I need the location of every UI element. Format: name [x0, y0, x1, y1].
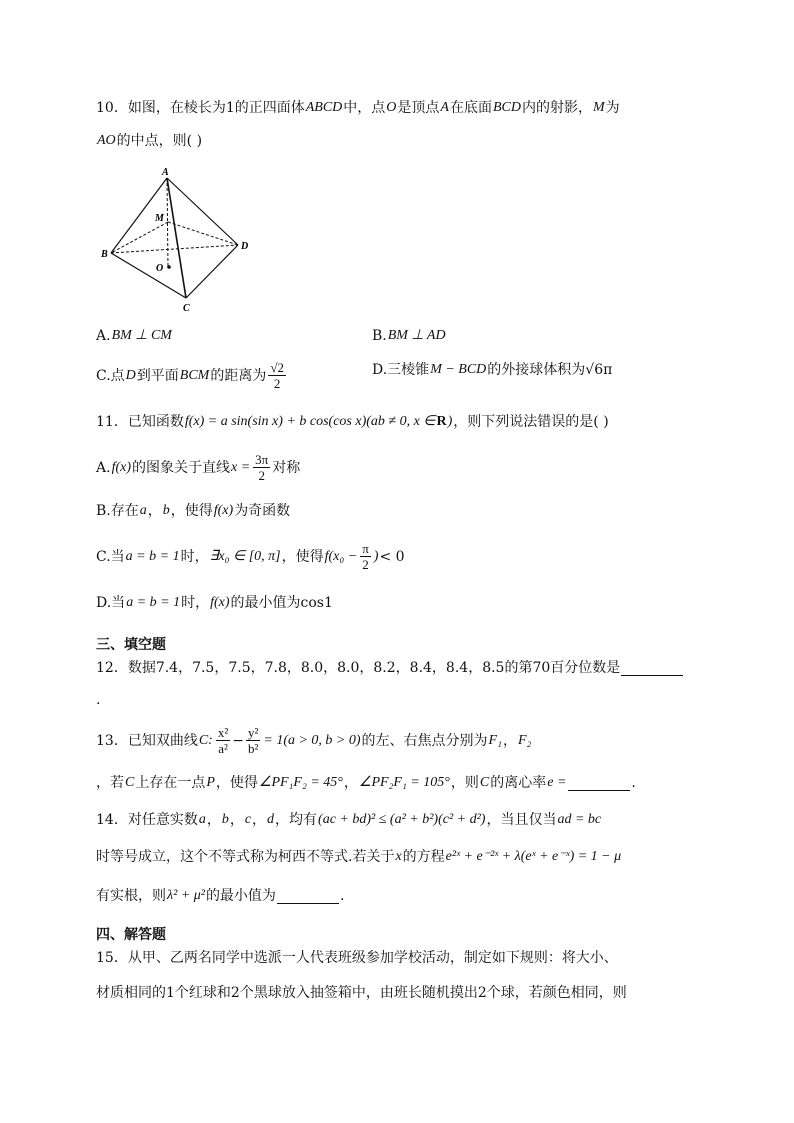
math-expression: A: [440, 100, 449, 115]
fraction: [253, 452, 270, 483]
math-expression: AO: [97, 133, 116, 148]
text: 时，: [180, 548, 209, 565]
text: C.点: [96, 367, 125, 384]
edge-BD: [111, 245, 238, 253]
text: −: [232, 732, 244, 749]
answer-blank: [568, 776, 630, 791]
fraction-denominator: 2: [258, 468, 265, 483]
fraction: [216, 725, 230, 756]
text: ，使得: [215, 775, 258, 791]
math-expression: a = b = 1: [126, 595, 181, 610]
text: ，: [206, 812, 221, 828]
text: 的离心率: [490, 775, 547, 791]
math-expression: ad = bc: [557, 812, 602, 827]
math-expression: D: [125, 367, 136, 383]
text-line: [96, 725, 532, 756]
math-expression: BCM: [179, 367, 210, 383]
text: 时，: [181, 595, 210, 611]
math-expression: ABCD: [305, 100, 343, 115]
text: 13．已知双曲线: [96, 732, 198, 749]
text-line: [96, 593, 333, 613]
text-line: [96, 541, 405, 572]
text: ，: [147, 503, 162, 519]
text: 四、解答题: [96, 927, 166, 943]
text: 10．如图，在棱长为1的正四面体: [96, 100, 305, 116]
fraction-numerator: y²: [247, 725, 259, 740]
fraction: [268, 360, 286, 391]
fraction-numerator: √2: [270, 360, 284, 375]
text: 内的射影，: [521, 100, 592, 116]
text: cos1: [300, 595, 333, 611]
math-expression: F₁: [488, 732, 502, 748]
text: ，: [252, 812, 267, 828]
text: 的外接球体积为: [487, 362, 586, 378]
math-expression: O: [386, 100, 397, 115]
section-heading: [96, 635, 166, 655]
math-expression: e²ˣ + e⁻²ˣ + λ(eˣ + e⁻ˣ) = 1 − μ: [445, 849, 622, 864]
edge-BC: [111, 253, 186, 298]
math-expression: f(x): [111, 459, 131, 475]
text-line: [96, 360, 288, 391]
text: 中，点: [343, 100, 386, 116]
label-M: M: [155, 213, 164, 224]
math-expression: a: [139, 503, 147, 518]
fraction: [246, 725, 260, 756]
fraction-numerator: 3π: [255, 452, 269, 467]
math-expression: ∠PF₁F₂ = 45°: [258, 775, 343, 790]
text: D.当: [96, 595, 126, 611]
edge-CD: [186, 245, 238, 298]
label-B: B: [101, 249, 108, 260]
text: 的中点，则( ): [116, 133, 203, 149]
text: .: [96, 692, 101, 708]
tetrahedron-figure: [90, 160, 260, 320]
math-expression: c: [244, 812, 252, 827]
text: 的左、右焦点分别为: [361, 732, 488, 749]
text-line: [96, 847, 622, 867]
text: A.: [96, 328, 111, 344]
math-expression: P: [206, 775, 215, 790]
text: ，当且仅当: [486, 812, 557, 828]
math-expression: C:: [198, 732, 213, 748]
math-expression: F₂: [517, 732, 532, 748]
math-expression: BM ⊥ CM: [111, 328, 172, 343]
text-line: [96, 810, 602, 830]
text: ，: [229, 812, 244, 828]
math-expression: ): [373, 548, 379, 564]
math-expression: f(x₀ −: [324, 548, 358, 564]
text: 的图象关于直线: [132, 459, 230, 476]
text-line: [96, 658, 684, 678]
fraction-denominator: 2: [362, 557, 369, 572]
text: ，若: [96, 775, 124, 791]
text: 12．数据7.4，7.5，7.5，7.8，8.0，8.0，8.2，8.4，8.4，8.5的第70百分位数是: [96, 660, 621, 676]
text: 在底面: [449, 100, 492, 116]
math-expression: = 1(a > 0, b > 0): [263, 732, 361, 748]
math-expression: x =: [231, 459, 251, 475]
text: ，均有: [275, 812, 318, 828]
text-line: [96, 326, 173, 346]
text-line: [96, 452, 300, 483]
text: 到平面: [136, 367, 179, 384]
text: 为: [605, 100, 620, 116]
math-expression: e =: [547, 775, 567, 790]
math-expression: d: [267, 812, 275, 827]
text-line: [96, 98, 620, 118]
math-expression: BCD: [492, 100, 521, 115]
segment-MB: [111, 222, 168, 253]
math-expression: (ac + bd)² ≤ (a² + b²)(c² + d²): [318, 812, 486, 827]
text: 上存在一点: [135, 775, 206, 791]
text: 三、填空题: [96, 637, 166, 653]
math-expression: a = b = 1: [125, 548, 180, 564]
text: D.三棱锥: [372, 362, 430, 378]
math-expression: f(x): [213, 503, 234, 518]
math-expression: b: [221, 812, 229, 827]
math-expression: b: [162, 503, 170, 518]
text: 11．已知函数: [96, 414, 184, 430]
text: ，: [343, 775, 358, 791]
answer-blank: [621, 661, 683, 676]
text: ，使得: [170, 503, 213, 519]
text: 有实根，则: [96, 888, 166, 904]
answer-blank: [277, 889, 339, 904]
math-expression: M − BCD: [430, 362, 487, 377]
fraction: [360, 541, 371, 572]
text: 为奇函数: [234, 503, 291, 519]
segment-MD: [168, 222, 238, 245]
math-expression: f(x): [210, 595, 230, 610]
math-expression: C: [479, 775, 490, 790]
text: .: [631, 775, 636, 791]
math-expression: ∠PF₂F₁ = 105°: [358, 775, 450, 790]
section-heading: [96, 925, 166, 945]
edge-AD: [167, 178, 238, 245]
text: 的方程: [402, 849, 445, 865]
math-expression: x: [395, 849, 402, 864]
text: 是顶点: [397, 100, 440, 116]
point-O: [167, 265, 171, 269]
math-expression: a: [198, 812, 206, 827]
text: 材质相同的1个红球和2个黑球放入抽签箱中，由班长随机摸出2个球，若颜色相同，则: [96, 985, 627, 1001]
text: ，则: [450, 775, 479, 791]
math-expression: λ² + μ²: [167, 888, 205, 903]
fraction-denominator: a²: [218, 741, 228, 756]
text-line: [372, 326, 447, 346]
text-line: [96, 773, 636, 793]
text: < 0: [379, 548, 405, 565]
fraction-numerator: x²: [217, 725, 229, 740]
label-O: O: [156, 263, 164, 274]
text: B.: [372, 328, 387, 344]
math-expression: M: [592, 100, 605, 115]
math-symbol: R: [436, 414, 447, 429]
text-line: [96, 412, 609, 432]
text: ，: [502, 732, 517, 749]
label-A: A: [162, 167, 169, 178]
fraction-denominator: b²: [247, 741, 259, 756]
fraction-numerator: π: [362, 541, 369, 556]
math-expression: f(x) = a sin(sin x) + b cos(cos x)(ab ≠ 0, x ∈: [184, 414, 436, 429]
text: 的最小值为: [205, 888, 276, 904]
text-line: [96, 948, 618, 968]
math-expression: ∃x₀ ∈ [0, π]: [209, 548, 281, 564]
text-line: [96, 690, 100, 710]
text-line: [96, 131, 202, 151]
text: 对称: [272, 459, 301, 476]
text-line: [372, 360, 612, 380]
text: B.存在: [96, 503, 139, 519]
text: 15．从甲、乙两名同学中选派一人代表班级参加学校活动，制定如下规则：将大小、: [96, 950, 618, 966]
text: .: [339, 888, 345, 904]
label-D: D: [241, 241, 249, 252]
math-expression: BM ⊥ AD: [387, 328, 446, 343]
text: A.: [96, 459, 111, 476]
fraction-denominator: 2: [273, 376, 281, 391]
text: 时等号成立，这个不等式称为柯西不等式.若关于: [96, 849, 395, 865]
text: ，使得: [281, 548, 324, 565]
text: √6π: [585, 362, 613, 378]
text: ，则下列说法错误的是( ): [453, 414, 609, 430]
edge-AC: [167, 178, 186, 298]
text: 的距离为: [210, 367, 267, 384]
text-line: [96, 501, 290, 521]
text-line: [96, 886, 344, 906]
text-line: [96, 983, 627, 1003]
text: C.当: [96, 548, 125, 565]
label-C: C: [183, 303, 190, 314]
text: 的最小值为: [230, 595, 301, 611]
math-expression: C: [125, 775, 135, 790]
math-expression: ): [447, 414, 453, 429]
text: 14．对任意实数: [96, 812, 198, 828]
